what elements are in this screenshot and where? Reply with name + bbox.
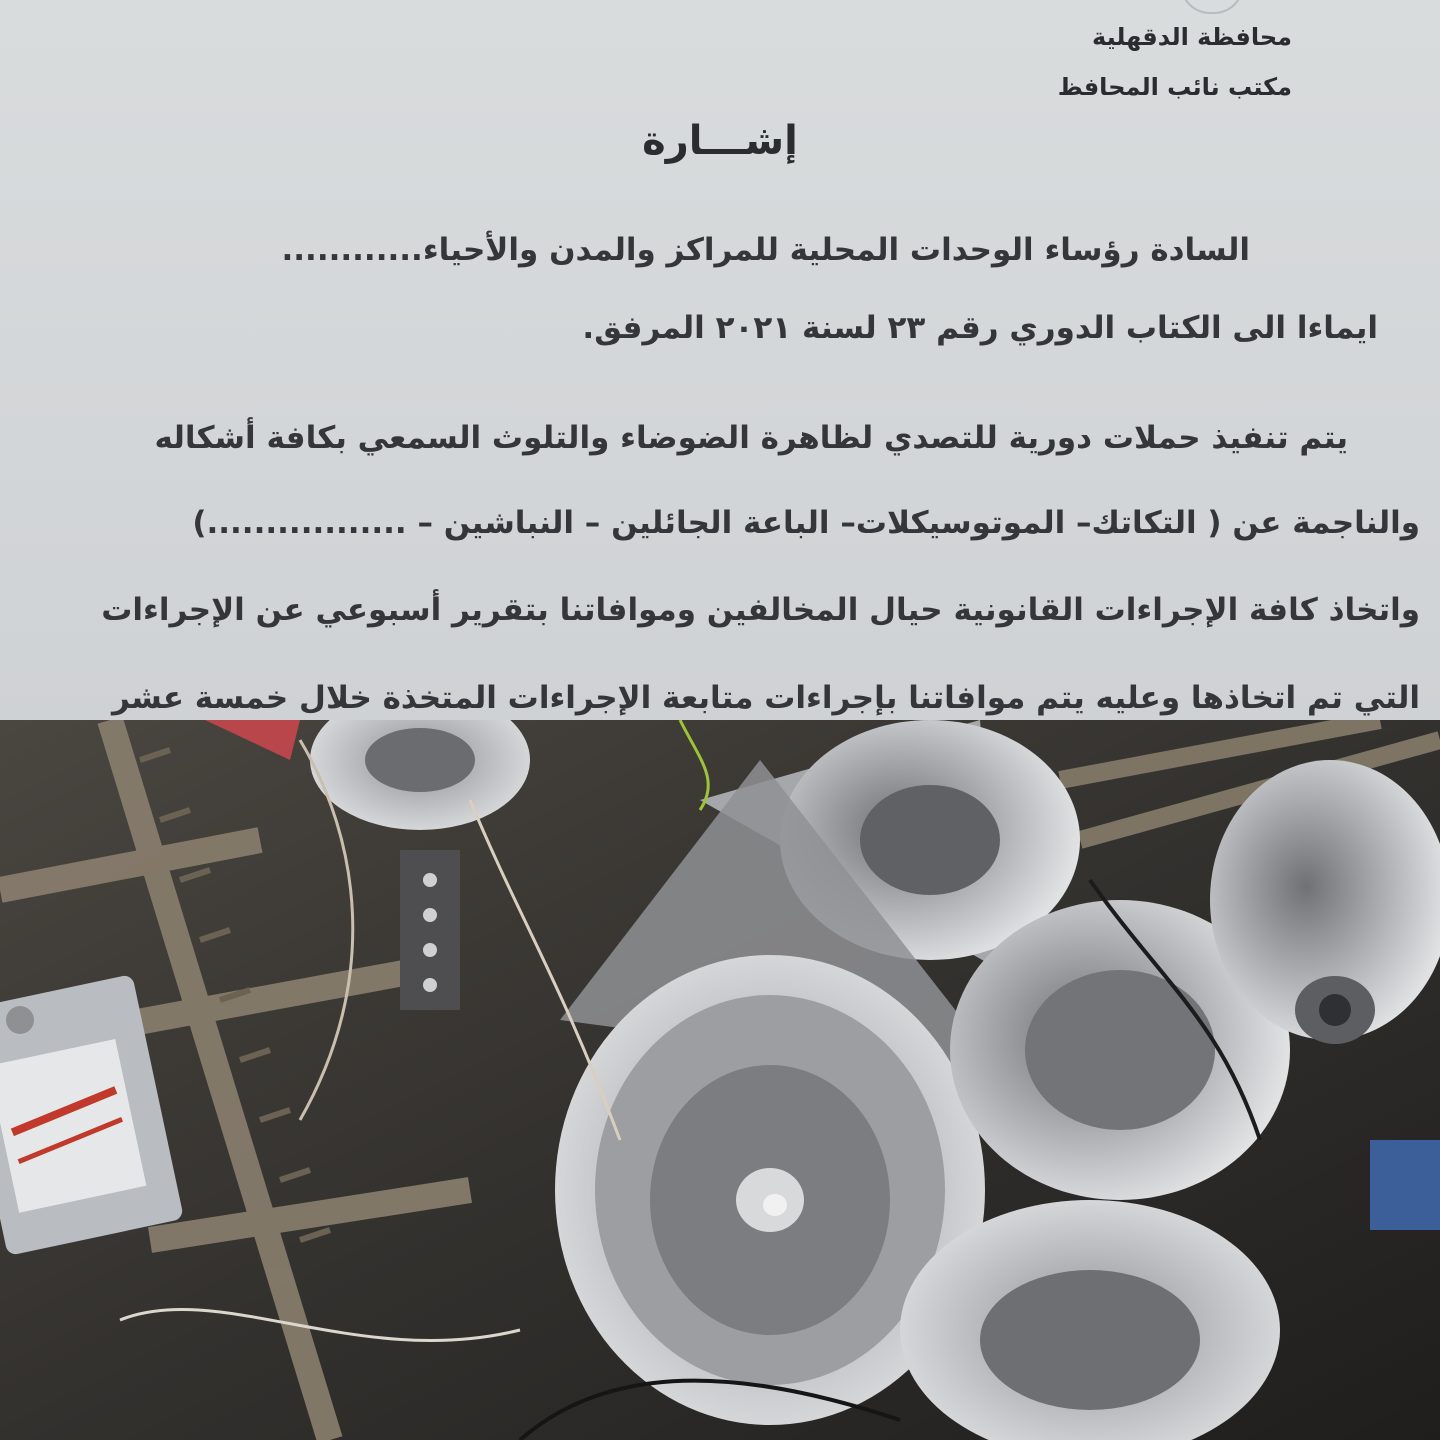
letter-body-line: واتخاذ كافة الإجراءات القانونية حيال المخالفين وموافاتنا بتقرير أسبوعي عن الإجراءات <box>101 592 1420 628</box>
letter-body-line: يتم تنفيذ حملات دورية للتصدي لظاهرة الضوضاء والتلوث السمعي بكافة أشكاله <box>154 420 1348 456</box>
horns-photo <box>0 720 1440 1440</box>
letter-body-line-cut: التي تم اتخاذها وعليه يتم موافاتنا بإجراءات متابعة الإجراءات المتخذة خلال خمسة عشر <box>112 680 1420 716</box>
blue-crate <box>1370 1140 1440 1230</box>
letter-addressee-line: السادة رؤساء الوحدات المحلية للمراكز والمدن والأحياء............ <box>281 232 1250 268</box>
letter-reference-line: ايماءا الى الكتاب الدوري رقم ٢٣ لسنة ٢٠٢١ المرفق. <box>582 310 1378 346</box>
letter-subject: إشـــارة <box>642 118 798 164</box>
metal-bracket <box>400 850 460 1010</box>
letterhead-governorate: محافظة الدقهلية <box>1092 23 1292 51</box>
letter-body-line: والناجمة عن ( التكاتك– الموتوسيكلات– الباعة الجائلين – النباشين – .................) <box>192 505 1420 541</box>
letterhead <box>1058 12 1292 112</box>
horns-photo-illustration <box>0 720 1440 1440</box>
letterhead-office: مكتب نائب المحافظ <box>1057 73 1292 101</box>
